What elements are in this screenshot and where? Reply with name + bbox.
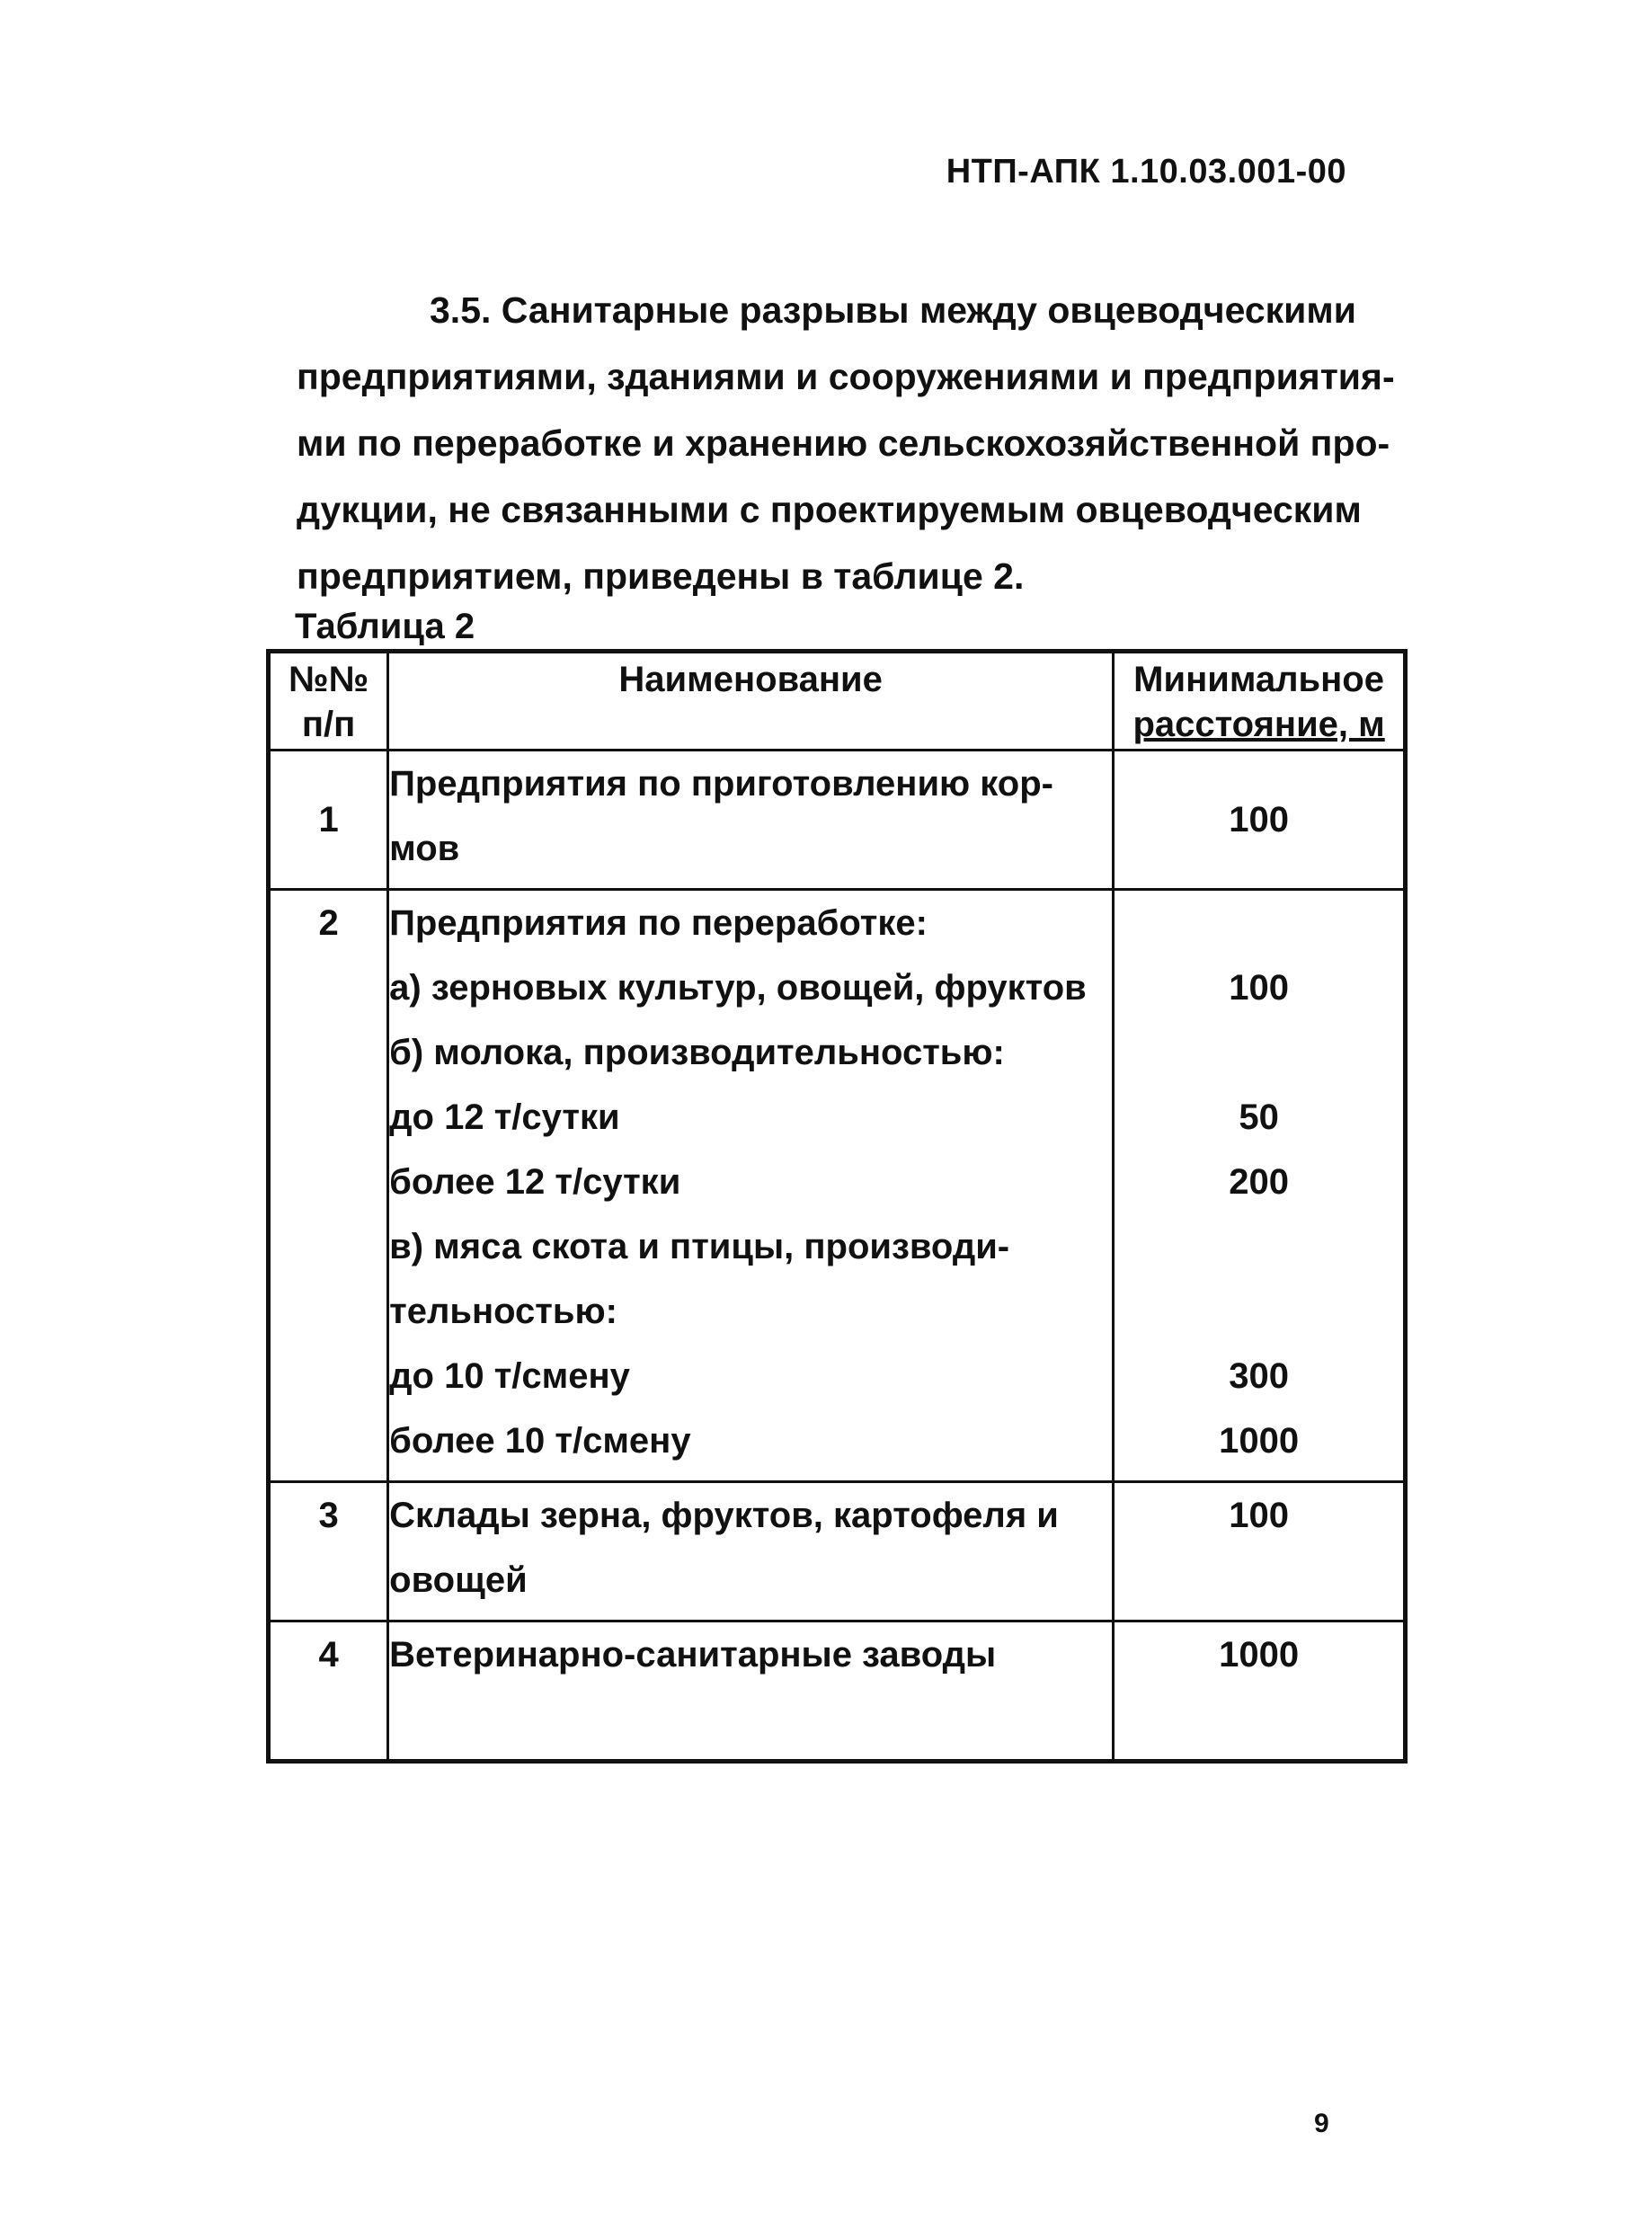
row-name-line: более 12 т/сутки: [389, 1162, 681, 1202]
header-text: Наименование: [618, 660, 883, 699]
row-name-line: более 10 т/смену: [389, 1421, 691, 1461]
row-number-cell: [269, 890, 388, 1482]
row-number-cell: [269, 1621, 388, 1762]
column-header-name: [388, 652, 1114, 751]
row-name-line: а) зерновых культур, овощей, фруктов: [389, 968, 1087, 1008]
row-distance: 1000: [1219, 1421, 1300, 1461]
row-name-cell: [388, 890, 1114, 1482]
header-text: Минимальное: [1133, 660, 1384, 699]
row-name-line: до 10 т/смену: [389, 1356, 630, 1396]
table-row: [269, 1621, 1406, 1762]
table-header-row: [269, 652, 1406, 751]
row-distance: [1115, 1279, 1403, 1344]
row-distance: 100: [1229, 1496, 1289, 1535]
header-text: расстояние, м: [1132, 705, 1385, 744]
row-name-line: овощей: [389, 1560, 528, 1600]
row-distance-cell: [1114, 1621, 1406, 1762]
row-name-cell: [388, 1482, 1114, 1621]
row-name-line: тельностью:: [389, 1292, 617, 1331]
row-name-line: до 12 т/сутки: [389, 1097, 620, 1137]
row-distance: 50: [1239, 1097, 1279, 1137]
row-distance: 100: [1229, 800, 1289, 840]
column-header-number: [269, 652, 388, 751]
row-number: 2: [318, 903, 339, 943]
row-distance: [1115, 1020, 1403, 1085]
header-text: п/п: [301, 705, 356, 744]
table-caption: Таблица 2: [295, 607, 475, 646]
row-distance: 1000: [1219, 1635, 1300, 1675]
row-distance-cell: [1114, 1482, 1406, 1621]
section-paragraph: [297, 277, 1395, 609]
row-distance: 300: [1229, 1356, 1289, 1396]
row-name-line: мов: [389, 829, 460, 868]
paragraph-line: ми по переработке и хранению сельскохозяйственной про-: [297, 422, 1390, 464]
row-number: 1: [318, 800, 339, 840]
row-name-line: Ветеринарно-санитарные заводы: [389, 1635, 997, 1675]
page-number: 9: [1314, 2109, 1329, 2138]
row-number-cell: [269, 1482, 388, 1621]
table-row: [269, 890, 1406, 1482]
paragraph-line: дукции, не связанными с проектируемым овцеводческим: [297, 489, 1362, 530]
row-distance-cell: [1114, 890, 1406, 1482]
row-number-cell: [269, 751, 388, 890]
row-distance: 100: [1229, 968, 1289, 1008]
row-name-line: Предприятия по приготовлению кор-: [389, 764, 1053, 804]
row-name-line: в) мяса скота и птицы, производи-: [389, 1227, 1010, 1266]
row-name-line: б) молока, производительностью:: [389, 1033, 1005, 1072]
header-text: №№: [288, 660, 369, 699]
paragraph-line: предприятием, приведены в таблице 2.: [297, 555, 1025, 597]
row-name-line: Склады зерна, фруктов, картофеля и: [389, 1496, 1059, 1535]
paragraph-line: предприятиями, зданиями и сооружениями и предприятия-: [297, 356, 1395, 397]
row-name-cell: [388, 751, 1114, 890]
table-row: [269, 751, 1406, 890]
column-header-distance: [1114, 652, 1406, 751]
row-distance: [1115, 1214, 1403, 1279]
row-distance: [1115, 891, 1403, 955]
row-distance-cell: [1114, 751, 1406, 890]
row-number: 3: [318, 1496, 339, 1535]
distances-table: [266, 649, 1408, 1764]
row-name-cell: [388, 1621, 1114, 1762]
row-name-line: [389, 1687, 1112, 1752]
row-name-line: Предприятия по переработке:: [389, 903, 928, 943]
document-code: НТП-АПК 1.10.03.001-00: [946, 153, 1346, 191]
row-number: 4: [318, 1635, 339, 1675]
paragraph-line: 3.5. Санитарные разрывы между овцеводческими: [430, 289, 1356, 331]
table-row: [269, 1482, 1406, 1621]
row-distance: 200: [1229, 1162, 1289, 1202]
